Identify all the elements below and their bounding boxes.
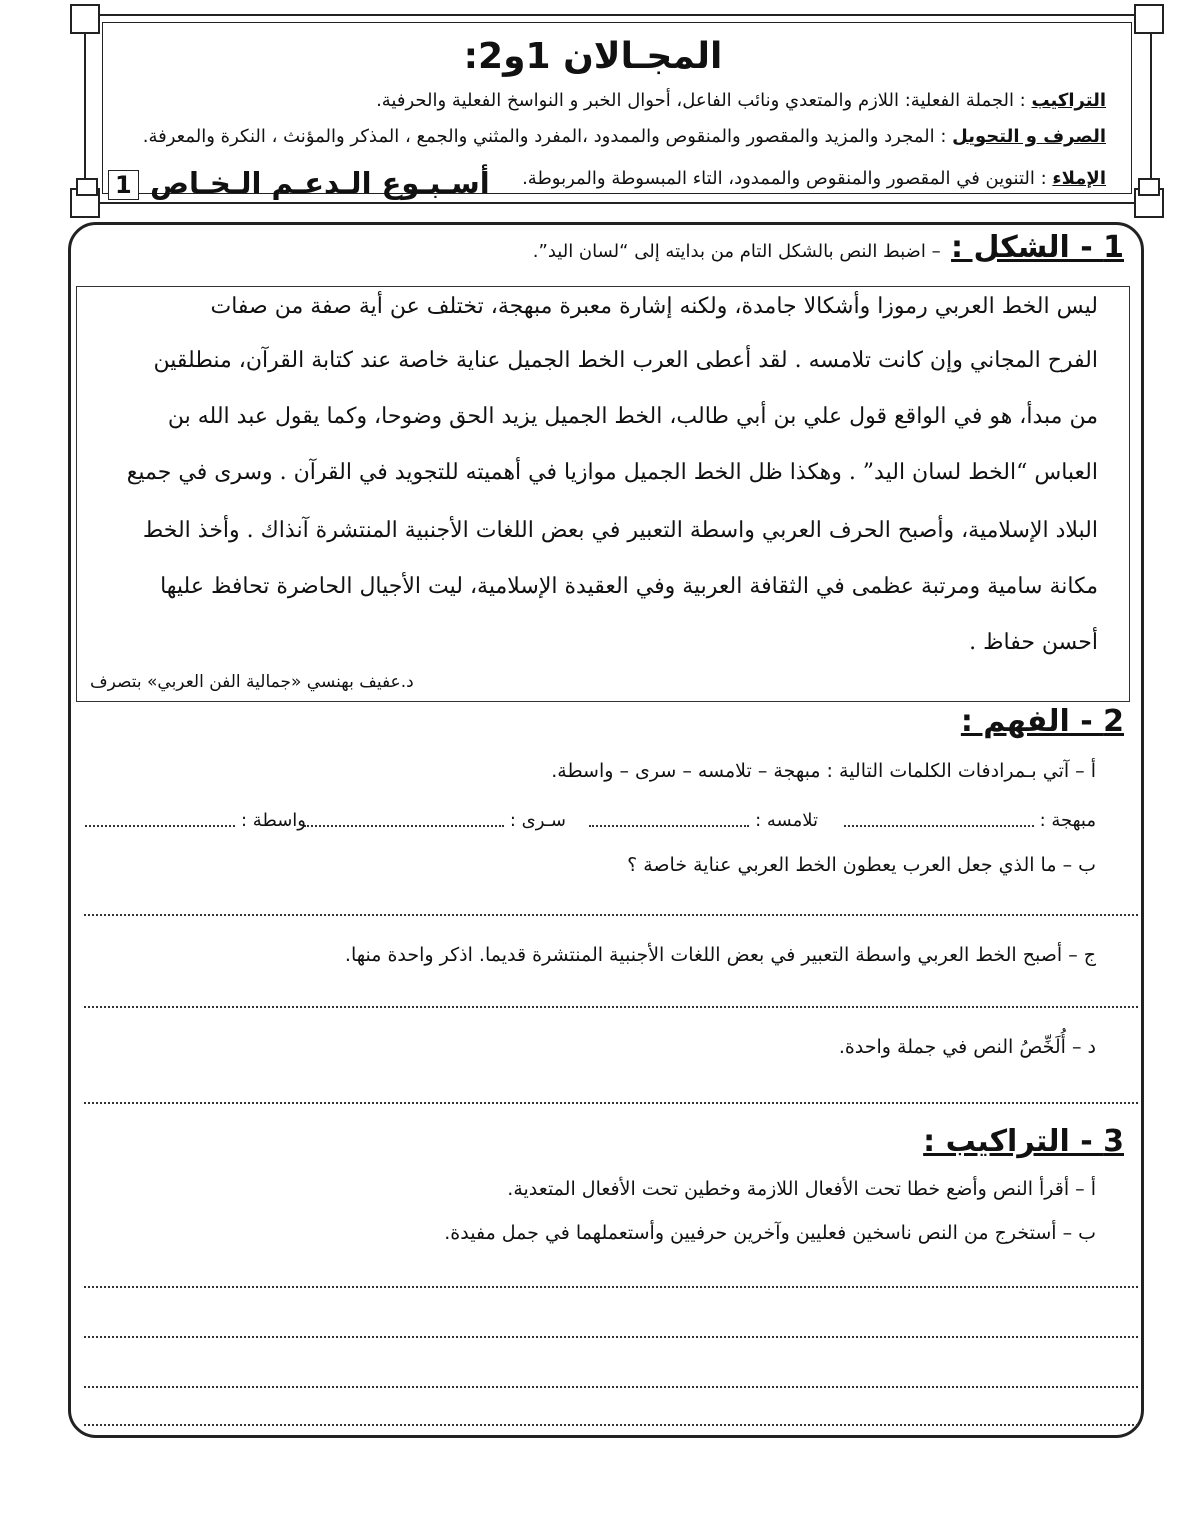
corner-ornament [70,4,100,34]
text-line: ليس الخط العربي رموزا وأشكالا جامدة، ولكنه إشارة معبرة مبهجة، تختلف عن أية صفة من صفات [210,294,1098,319]
page-title: المجـالان 1و2: [463,36,723,77]
header-line-grammar [376,90,1106,111]
text-line: البلاد الإسلامية، وأصبح الحرف العربي واسطة التعبير في بعض اللغات الأجنبية المنتشرة آنذاك . وأخذ الخط [142,518,1098,543]
question-b: ب – ما الذي جعل العرب يعطون الخط العربي عناية خاصة ؟ [627,854,1096,876]
side-ornament [76,178,98,196]
question-a: أ – أقرأ النص وأضع خطا تحت الأفعال اللازمة وخطين تحت الأفعال المتعدية. [507,1178,1096,1200]
header-line-label: الصرف و التحويل [952,126,1106,147]
text-source: د.عفيف بهنسي «جمالية الفن العربي» بتصرف [90,672,414,692]
header-line-morphology [143,126,1106,147]
synonym-label: سـرى : [509,810,566,831]
section-heading-label: 1 - الشكل : [951,230,1124,265]
answer-line[interactable] [84,1386,1138,1388]
corner-ornament [1134,4,1164,34]
synonym-field[interactable] [589,810,818,831]
side-ornament [1138,178,1160,196]
answer-line[interactable] [84,1286,1138,1288]
synonym-field[interactable] [85,810,306,831]
section-heading-form [533,230,1124,265]
answer-line[interactable] [84,1006,1138,1008]
synonym-field[interactable] [304,810,566,831]
week-number: 1 [108,170,139,200]
synonym-label: مبهجة : [1039,810,1096,831]
answer-line[interactable] [84,914,1138,916]
text-line: مكانة سامية ومرتبة عظمى في الثقافة العربية وفي العقيدة الإسلامية، ليت الأجيال الحاضرة تحافظ عليها [160,574,1098,599]
header-line-text: : المجرد والمزيد والمقصور والمنقوص والممدود ،المفرد والمثني والجمع ، المذكر والمؤنث ، النكرة والمعرفة. [142,126,947,147]
question-c: ج – أصبح الخط العربي واسطة التعبير في بعض اللغات الأجنبية المنتشرة قديما. اذكر واحدة منها. [344,944,1096,966]
answer-line[interactable] [84,1102,1138,1104]
synonym-label: واسطة : [241,810,306,831]
section-heading-label: 3 - التراكيب : [923,1124,1124,1159]
answer-line[interactable] [84,1336,1138,1338]
header-line-text: : التنوين في المقصور والمنقوص والممدود، التاء المبسوطة والمربوطة. [522,168,1047,189]
section-heading-label: 2 - الفهم : [960,704,1124,739]
section-heading-structures [923,1124,1124,1159]
text-line: من مبدأ، هو في الواقع قول علي بن أبي طالب، الخط الجميل يزيد الحق وضوحا، وكما يقول عبد الله بن [167,404,1098,429]
question-b: ب – أستخرج من النص ناسخين فعليين وآخرين حرفيين وأستعملهما في جمل مفيدة. [444,1222,1096,1244]
answer-line[interactable] [84,1424,1138,1426]
text-line: العباس “الخط لسان اليد” . وهكذا ظل الخط الجميل موازيا في أهميته للتجويد في القرآن . وسرى في جميع [126,460,1098,485]
support-week-title: أسـبـوع الـدعـم الـخـاص [150,166,490,200]
header-line-label: الإملاء [1052,168,1106,189]
section-heading-comprehension [961,704,1124,739]
synonym-field[interactable] [844,810,1096,831]
text-line: الفرح المجاني وإن كانت تلامسه . لقد أعطى العرب الخط الجميل عناية خاصة عند كتابة القرآن، منطلقين [153,348,1098,373]
text-line: أحسن حفاظ . [969,630,1098,655]
question-d: د – أُلَخِّصُ النص في جملة واحدة. [838,1036,1096,1058]
section-instruction: – اضبط النص بالشكل التام من بدايته إلى “لسان اليد”. [532,241,941,262]
question-a: أ – آتي بـمرادفات الكلمات التالية : مبهجة – تلامسه – سرى – واسطة. [551,760,1096,782]
header-line-dictation [522,168,1106,189]
synonym-label: تلامسه : [755,810,818,831]
header-line-text: : الجملة الفعلية: اللازم والمتعدي ونائب الفاعل، أحوال الخبر و النواسخ الفعلية والحرفية. [376,90,1026,111]
header-line-label: التراكيب [1031,90,1106,111]
